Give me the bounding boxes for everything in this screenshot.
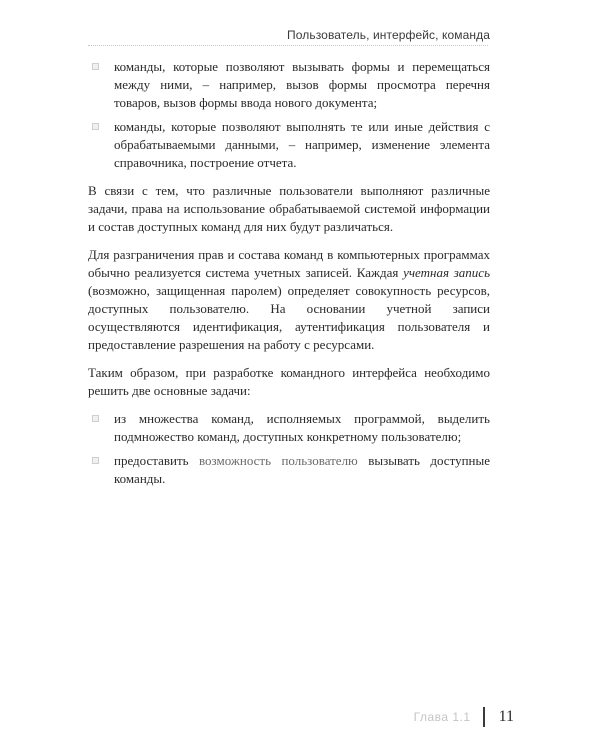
running-header: Пользователь, интерфейс, команда (287, 28, 490, 42)
paragraph-accounts: Для разграничения прав и состава команд в компьютерных программах обычно реализуется система учетных записей. Каждая учетная запись (возможно, защищенная паролем) определяет совокупность ресурсов, доступных пользователю. На основании учетной записи осуществляются идентификация, аутентификация пользователя и предоставление разрешения на работу с ресурсами. (88, 247, 490, 352)
square-bullet-icon (92, 415, 99, 422)
list-item: предоставить возможность пользователю вызывать доступные команды. (88, 452, 490, 488)
square-bullet-icon (92, 123, 99, 130)
list-item: команды, которые позволяют вызывать формы и перемещаться между ними, – например, вызов формы просмотра перечня товаров, вызов формы ввода нового документа; (88, 58, 490, 112)
page-footer (414, 707, 514, 727)
paragraph-conclusion: Таким образом, при разработке командного интерфейса необходимо решить две основные задачи: (88, 365, 490, 398)
list-item: команды, которые позволяют выполнять те или иные действия с обрабатываемыми данными, – например, изменение элемента справочника, построение отчета. (88, 118, 490, 172)
paragraph-user-rights: В связи с тем, что различные пользователи выполняют различные задачи, права на использование обрабатываемой системой информации и состав доступных команд для них будут различаться. (88, 183, 490, 234)
bullet-list-commands (88, 58, 490, 172)
list-item: из множества команд, исполняемых программой, выделить подмножество команд, доступных конкретному пользователю; (88, 410, 490, 446)
square-bullet-icon (92, 63, 99, 70)
page-number: 11 (498, 708, 514, 725)
page-body (88, 58, 490, 498)
square-bullet-icon (92, 457, 99, 464)
footer-chapter-label: Глава 1.1 (413, 710, 471, 724)
bullet-list-tasks (88, 410, 490, 488)
term-account: учетная запись (403, 265, 490, 280)
header-divider (88, 45, 488, 46)
footer-separator (483, 707, 485, 727)
